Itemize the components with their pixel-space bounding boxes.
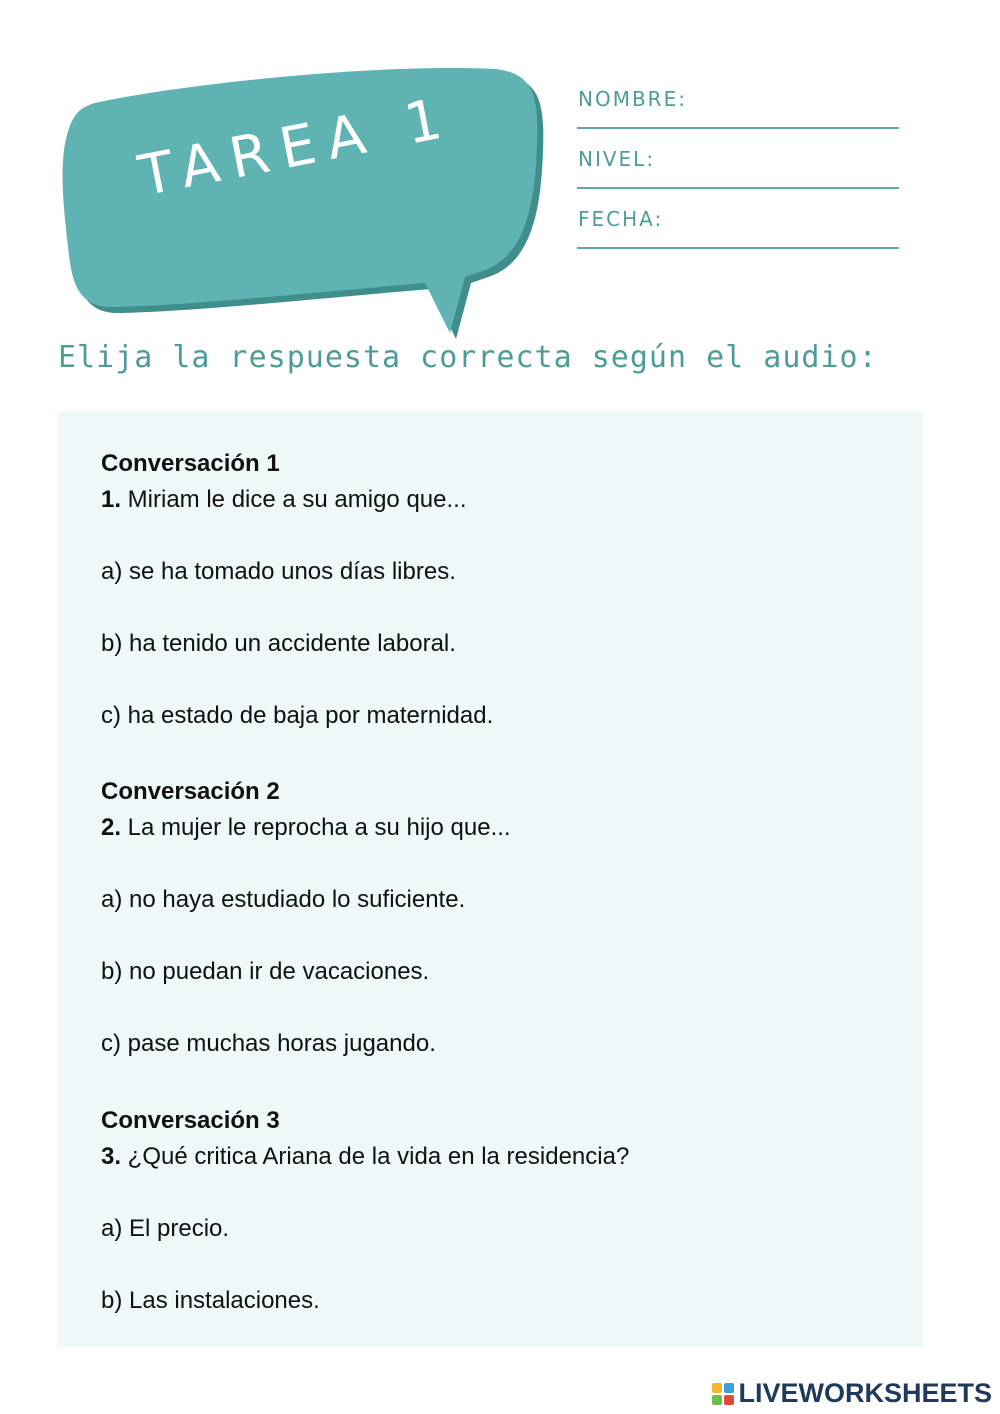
answer-option[interactable]: a) no haya estudiado lo suficiente. bbox=[101, 886, 466, 913]
conversation-title: Conversación 3 bbox=[101, 1107, 280, 1134]
answer-option[interactable]: a) se ha tomado unos días libres. bbox=[101, 558, 456, 585]
date-label: FECHA: bbox=[578, 207, 664, 231]
logo-text: LIVEWORKSHEETS bbox=[738, 1378, 992, 1408]
answer-option[interactable]: b) ha tenido un accidente laboral. bbox=[101, 630, 456, 657]
answer-option[interactable]: a) El precio. bbox=[101, 1215, 230, 1242]
question-prompt bbox=[101, 810, 901, 846]
logo-icon bbox=[712, 1383, 734, 1405]
question-prompt bbox=[101, 482, 901, 518]
conversation-1 bbox=[101, 446, 901, 734]
question-text: La mujer le reprocha a su hijo que... bbox=[121, 814, 511, 841]
question-text: ¿Qué critica Ariana de la vida en la residencia? bbox=[121, 1143, 630, 1170]
question-text: Miriam le dice a su amigo que... bbox=[121, 486, 467, 513]
answer-option[interactable]: b) no puedan ir de vacaciones. bbox=[101, 958, 430, 985]
liveworksheets-logo[interactable] bbox=[712, 1378, 992, 1409]
conversation-title: Conversación 2 bbox=[101, 778, 280, 805]
question-panel bbox=[58, 412, 923, 1347]
date-field[interactable] bbox=[577, 205, 899, 249]
name-field[interactable] bbox=[577, 85, 899, 129]
conversation-3 bbox=[101, 1103, 901, 1319]
question-number: 1. bbox=[101, 486, 122, 513]
speech-bubble bbox=[55, 55, 545, 340]
name-label: NOMBRE: bbox=[578, 87, 687, 111]
question-number: 3. bbox=[101, 1143, 122, 1170]
instruction-text: Elija la respuesta correcta según el audio: bbox=[58, 340, 878, 375]
speech-bubble-shape bbox=[55, 55, 545, 340]
level-field[interactable] bbox=[577, 145, 899, 189]
answer-option[interactable]: b) Las instalaciones. bbox=[101, 1287, 320, 1314]
question-number: 2. bbox=[101, 814, 122, 841]
level-label: NIVEL: bbox=[578, 147, 656, 171]
answer-option[interactable]: c) pase muchas horas jugando. bbox=[101, 1030, 436, 1057]
conversation-title: Conversación 1 bbox=[101, 450, 280, 477]
conversation-2 bbox=[101, 774, 901, 1062]
worksheet-title: TAREA 1 bbox=[133, 84, 459, 210]
student-info-fields bbox=[577, 85, 899, 265]
answer-option[interactable]: c) ha estado de baja por maternidad. bbox=[101, 702, 494, 729]
question-prompt bbox=[101, 1139, 901, 1175]
